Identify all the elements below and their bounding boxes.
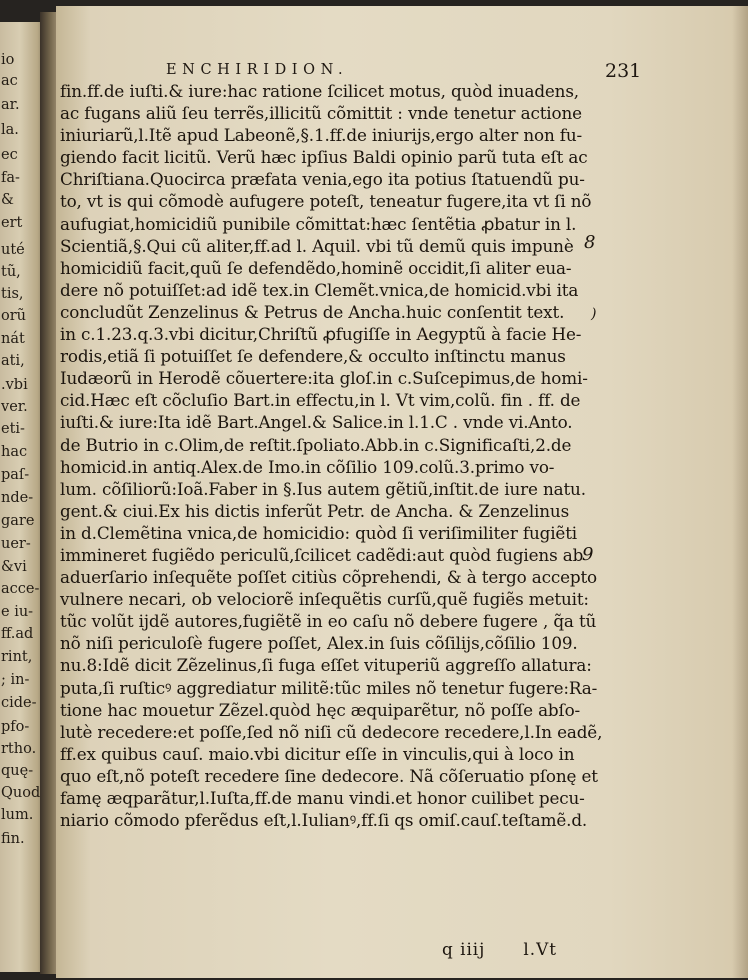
facing-page-text-fragment: tis,: [1, 286, 24, 302]
facing-page-text-fragment: lum.: [1, 807, 34, 823]
facing-page-text-fragment: tũ,: [1, 264, 21, 280]
facing-page-text-fragment: ; in-: [1, 672, 30, 688]
facing-page-text-fragment: acce-: [1, 581, 40, 597]
facing-page-text-fragment: e iu-: [1, 604, 34, 620]
text-line: tione hac mouetur Zẽzel.quòd hęc æquiparẽtur, nõ poſſe abſo-: [60, 699, 581, 720]
text-line: ac fugans aliũ ſeu terrẽs,illicitũ cõmittit : vnde tenetur actione: [60, 103, 582, 124]
facing-page-text-fragment: ac: [1, 73, 18, 89]
facing-page-text-fragment: gare: [1, 513, 35, 529]
facing-page-text-fragment: rtho.: [1, 741, 37, 757]
text-line: homicid.in antiq.Alex.de Imo.in cõſilio 109.colũ.3.primo vo-: [60, 456, 555, 477]
book-page: [56, 6, 748, 978]
facing-page-text-fragment: quę-: [1, 763, 34, 779]
text-line: puta,ſi ruſticꝰ aggrediatur militẽ:tũc miles nõ tenetur fugere:Ra-: [60, 677, 598, 698]
text-line: ff.ex quibus cauſ. maio.vbi dicitur eſſe in vinculis,qui à loco in: [60, 743, 575, 764]
running-head: ENCHIRIDION.: [166, 62, 349, 78]
text-line: vulnere necari, ob velociorẽ inſequẽtis curſũ,quẽ fugiẽs metuit:: [60, 589, 589, 610]
text-line: dere nõ potuiſſet:ad idẽ tex.in Clemẽt.vnica,de homicid.vbi ita: [60, 279, 579, 300]
facing-page-text-fragment: ec: [1, 147, 18, 163]
text-line: quo eſt,nõ poteſt recedere ſine dedecore. Nã cõſeruatio pſonę et: [60, 765, 598, 786]
facing-page-text-fragment: .vbi: [1, 377, 28, 393]
facing-page-text-fragment: orũ: [1, 308, 26, 324]
text-line: concludũt Zenzelinus & Petrus de Ancha.huic conſentit text.: [60, 301, 565, 322]
text-line: gent.& ciui.Ex his dictis inferũt Petr. de Ancha. & Zenzelinus: [60, 500, 570, 521]
page-edge-shadow: [732, 6, 748, 978]
facing-page-text-fragment: hac: [1, 444, 28, 460]
text-line: Iudæorũ in Herodẽ cõuertere:ita gloſ.in c.Suſcepimus,de homi-: [60, 368, 588, 389]
text-line: Scientiã,§.Qui cũ aliter,ff.ad l. Aquil. vbi tũ demũ quis impunè: [60, 235, 574, 256]
text-line: nõ niſi periculoſè fugere poſſet, Alex.in ſuis cõſilijs,cõſilio 109.: [60, 633, 578, 654]
text-line: immineret fugiẽdo periculũ,ſcilicet cadẽdi:aut quòd fugiens ab: [60, 544, 584, 565]
facing-page-text-fragment: nde-: [1, 490, 34, 506]
page-number: 231: [605, 60, 642, 82]
text-line: in d.Clemẽtina vnica,de homicidio: quòd ſi veriſimiliter fugiẽti: [60, 522, 578, 543]
margin-note: 8: [584, 232, 596, 253]
facing-page-text-fragment: io: [1, 52, 15, 68]
text-line: iniuriarũ,l.Itẽ apud Labeonẽ,§.1.ff.de iniurijs,ergo alter non fu-: [60, 125, 583, 146]
facing-page-text-fragment: ar.: [1, 97, 20, 113]
facing-page-text-fragment: Quod: [1, 785, 41, 801]
facing-page-text-fragment: rint,: [1, 649, 33, 665]
body-text: [60, 80, 612, 831]
facing-page-text-fragment: &: [1, 192, 14, 208]
facing-page-text-fragment: cide-: [1, 695, 37, 711]
text-line: rodis,etiã ſi potuiſſet ſe defendere,& occulto inſtinctu manus: [60, 346, 566, 367]
facing-page-text-fragment: uté: [1, 242, 25, 258]
facing-page-text-fragment: pfo-: [1, 719, 30, 735]
text-line: to, vt is qui cõmodè aufugere poteſt, teneatur fugere,ita vt ſi nõ: [60, 191, 592, 212]
facing-page-edge: [0, 22, 44, 972]
text-line: aufugiat,homicidiũ punibile cõmittat:hæc ſentẽtia ꝓbatur in l.: [60, 213, 577, 234]
facing-page-text-fragment: paſ-: [1, 467, 30, 483]
text-line: niario cõmodo pferẽdus eſt,l.Iulianꝰ,ff.ſi qs omiſ.cauſ.teſtamẽ.d.: [60, 810, 588, 831]
text-line: lum. cõſiliorũ:Ioã.Faber in §.Ius autem gẽtiũ,inſtit.de iure natu.: [60, 478, 586, 499]
facing-page-text-fragment: ati,: [1, 353, 25, 369]
text-line: nu.8:Idẽ dicit Zẽzelinus,ſi fuga eſſet vituperiũ aggreſſo allatura:: [60, 655, 592, 676]
text-line: de Butrio in c.Olim,de reſtit.ſpoliato.Abb.in c.Significaſti,2.de: [60, 434, 572, 455]
facing-page-text-fragment: fin.: [1, 831, 25, 847]
facing-page-text-fragment: fa-: [1, 170, 20, 186]
text-line: Chriſtiana.Quocirca præfata venia,ego ita potius ſtatuendũ pu-: [60, 169, 585, 190]
margin-note: 9: [582, 544, 594, 565]
facing-page-text-fragment: ver.: [1, 399, 28, 415]
facing-page-text-fragment: uer-: [1, 536, 31, 552]
text-line: homicidiũ facit,quũ ſe defendẽdo,hominẽ occidit,ſi aliter eua-: [60, 257, 572, 278]
facing-page-text-fragment: ff.ad: [1, 626, 34, 642]
text-line: iuſti.& iure:Ita idẽ Bart.Angel.& Salice.in l.1.C . vnde vi.Anto.: [60, 412, 573, 433]
facing-page-text-fragment: &vi: [1, 559, 27, 575]
facing-page-text-fragment: nát: [1, 331, 25, 347]
text-line: lutè recedere:et poſſe,ſed nõ niſi cũ dedecore recedere,l.In eadẽ,: [60, 721, 603, 742]
text-line: fin.ff.de iuſti.& iure:hac ratione ſcilicet motus, quòd inuadens,: [60, 81, 579, 101]
facing-page-text-fragment: eti-: [1, 421, 25, 437]
facing-page-text-fragment: ert: [1, 215, 23, 231]
text-line: aduerſario inſequẽte poſſet citiùs cõprehendi, & à tergo accepto: [60, 567, 597, 588]
facing-page-text-fragment: la.: [1, 122, 19, 138]
signature-catchword: q iiij l.Vt: [442, 939, 557, 959]
text-line: cid.Hæc eſt cõcluſio Bart.in effectu,in l. Vt vim,colũ. fin . ff. de: [60, 390, 581, 411]
margin-note: ): [591, 306, 597, 322]
text-line: tũc volũt ijdẽ autores,fugiẽtẽ in eo caſu nõ debere fugere , q̃a tũ: [60, 611, 597, 632]
text-line: in c.1.23.q.3.vbi dicitur,Chriſtũ ꝓfugiſſe in Aegyptũ à facie He-: [60, 324, 582, 345]
text-line: famę æqparãtur,l.Iuſta,ff.de manu vindi.et honor cuilibet pecu-: [60, 788, 585, 808]
text-line: giendo facit licitũ. Verũ hæc ipſius Baldi opinio parũ tuta eſt ac: [60, 147, 588, 168]
